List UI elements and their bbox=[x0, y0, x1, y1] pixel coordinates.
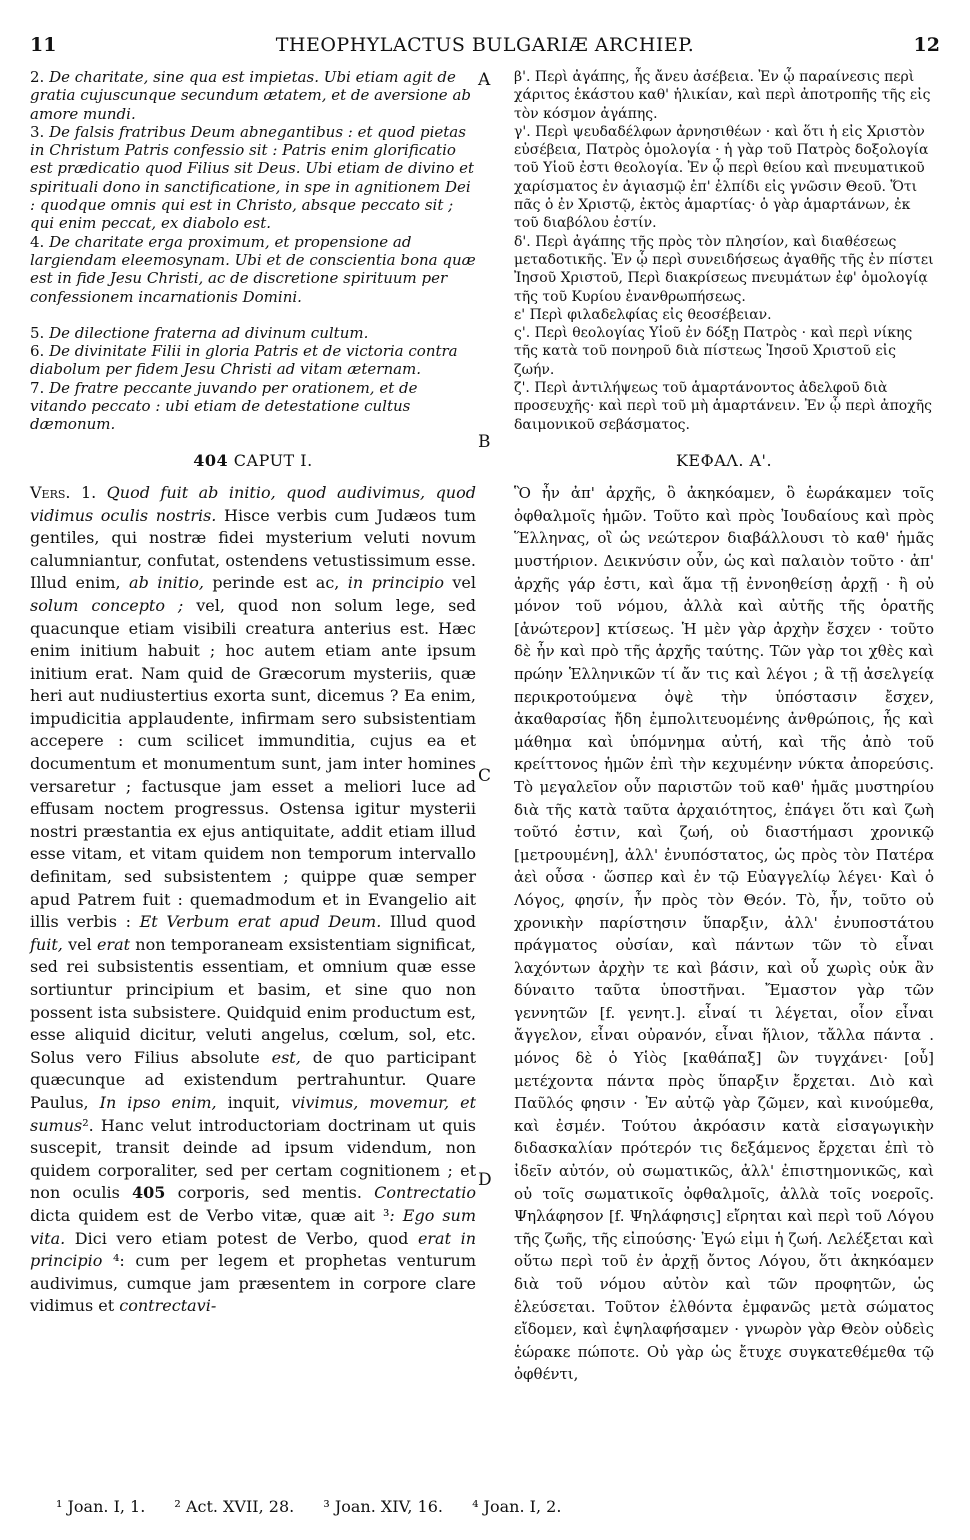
greek-column bbox=[514, 68, 934, 1386]
margin-letter-d: D bbox=[478, 1170, 492, 1190]
column-number: 404 bbox=[193, 450, 229, 470]
greek-toc-item: γ'. Περὶ ψευδαδέλφων ἀρνησιθέων · καὶ ὅτι ἡ εἰς Χριστὸν εὐσέβεια, Πατρὸς ὁμολογία · ἡ γὰρ τοῦ Πατρὸς δοξολογία τοῦ Υἱοῦ ἐστι θεολογία. Ἐν ᾧ περὶ θείου καὶ πνευματικοῦ χαρίσματος ἐν ἁγιασμῷ ἐπ' ἐλπίδι εἰς γνῶσιν Θεοῦ. Ὅτι πᾶς ὁ ἐν Χριστῷ, ἐκτὸς ἁμαρτίας· ὁ γὰρ ἁμαρτάνων, ἐκ τοῦ διαβόλου ἐστίν. bbox=[514, 123, 929, 232]
latin-toc bbox=[30, 68, 476, 434]
running-title: THEOPHYLACTUS BULGARIÆ ARCHIEP. bbox=[275, 34, 695, 56]
latin-toc-item: 7. De fratre peccante juvando per orationem, et de vitando peccato : ubi etiam de detestatione cultus dæmonum. bbox=[30, 378, 418, 434]
running-header bbox=[30, 34, 940, 58]
margin-letter-b: B bbox=[478, 432, 491, 452]
footnote: ¹ Joan. I, 1. bbox=[56, 1497, 146, 1516]
greek-chapter-heading: ΚΕΦΑΛ. Α'. bbox=[675, 450, 773, 470]
latin-toc-item: 6. De divinitate Filii in gloria Patris et de victoria contra diabolum per fidem Jesu Christi ad vitam æternam. bbox=[30, 342, 458, 379]
right-page-number: 12 bbox=[913, 34, 940, 56]
latin-toc-item: 5. De dilectione fraterna ad divinum cultum. bbox=[30, 323, 369, 342]
greek-body: Ὃ ἦν ἀπ' ἀρχῆς, ὃ ἀκηκόαμεν, ὃ ἑωράκαμεν τοῖς ὀφθαλμοῖς ἡμῶν. Τοῦτο καὶ πρὸς Ἰουδαίους καὶ πρὸς Ἕλληνας, οἳ ὡς νεώτερον διαβάλλουσι τὸ καθ' ἡμᾶς μυστήριον. Δεικνύσιν οὖν, ὡς καὶ παλαιὸν τοῦτο · ἀπ' ἀρχῆς γάρ ἐστι, καὶ ἅμα τῇ ἐννοηθείσῃ ἀρχῇ · ἢ οὐ μόνον τοῦ νόμου, ἀλλὰ καὶ αὐτῆς τῆς ὁρατῆς [ἀνώτερον] κτίσεως. Ἡ μὲν γὰρ ἀρχὴν ἔσχεν · τοῦτο δὲ ἦν καὶ πρὸ τῆς ἀρχῆς ταύτης. Τῶν γὰρ τοι χθὲς καὶ πρώην Ἑλληνικῶν τί ἄν τις καὶ λέγοι ; ἃ τῇ ἀσελγείᾳ περικροτούμενα ὀψὲ τὴν ὑπόστασιν ἔσχεν, ἀκαθαρσίας ἤδη ἐμπολιτευομένης ἀνθρώποις, ἧς καὶ μάθημα καὶ ὑπόμνημα αὐτή, καὶ τῆς ἀπὸ τοῦ κρείττονος ἡμῶν ἐπὶ τὴν κεχυμένην νύκτα ἀπορεύσις. Τὸ μεγαλεῖον οὖν παριστῶν τοῦ καθ' ἡμᾶς μυστηρίου διὰ τῆς κατὰ ταῦτα ἀρχαιότητος, ἐπάγει ὅτι καὶ ζωὴ τοῦτό ἐστιν, καὶ ζωή, οὐ διαστήμασι χρονικῷ [μετρουμένη], ἀλλ' ἐνυπόστατος, ὡς πρὸς τὸν Πατέρα ἀεὶ οὖσα · ὥσπερ καὶ ἐν τῷ Εὐαγγελίῳ λέγει· Καὶ ὁ Λόγος, φησίν, ἦν πρὸς τὸν Θεόν. Τὸ, ἦν, τοῦτο οὐ χρονικὴν παρίστησιν ὕπαρξιν, ἀλλ' ἐνυποστάτου πράγματος οὐσίαν, καὶ πάντων τῶν τὸ εἶναι λαχόντων ἀρχὴν τε καὶ βάσιν, καὶ οὗ χωρὶς οὐκ ἂν δύναιτο ταῦτα ὑποστῆναι. Ἔμαστον γὰρ τῶν γεννητῶν [f. γενητ.]. εἶναί τι λέγεται, οἷον εἶναι ἄγγελον, εἶναι οὐρανόν, εἶναι ἥλιον, τἄλλα πάντα . μόνος δὲ ὁ Υἱὸς [καθάπαξ] ὢν τυγχάνει· [οὗ] μετέχοντα πάντα πρὸς ὕπαρξιν ἔρχεται. Διὸ καὶ Παῦλός φησιν · Ἐν αὐτῷ γὰρ ζῶμεν, καὶ κινούμεθα, καὶ ἐσμέν. Τούτου ἀκρόασιν κατὰ εἰσαγωγικὴν διδασκαλίαν πρότερόν τις δεξάμενος ἔρχεται ἐπὶ τὸ ἰδεῖν αὐτόν, οὐ σωματικῶς, ἀλλ' ἐπιστημονικῶς, καὶ οὐ τοῖς σωματικοῖς ὀφθαλμοῖς, ἀλλὰ τοῖς νοεροῖς. Ψηλάφησον [f. Ψηλάφησις] εἴρηται καὶ περὶ τοῦ Λόγου τῆς ζωῆς, τῆς εἰπούσης· Ἐγώ εἰμι ἡ ζωή. Λελέξεται καὶ οὕτω περὶ τοῦ ἐν ἀρχῇ ὄντος Λόγου, ὅτι ἀκηκόαμεν διὰ τοῦ νόμου αὐτὸν καὶ τῶν προφητῶν, ὡς ἐλεύσεται. Τοῦτον ἐλθόντα ἐμφανῶς μετὰ σώματος εἴδομεν, καὶ ἐψηλαφήσαμεν · γνωρὸν γὰρ Θεὸν οὐδεὶς ἑώρακε πώποτε. Οὐ γὰρ ὡς ἔτυχε συγκατεθέμεθα τῷ ὀφθέντι, bbox=[514, 484, 934, 1384]
footnotes bbox=[56, 1497, 585, 1516]
greek-toc-item: ζ'. Περὶ ἀντιλήψεως τοῦ ἁμαρτάνοντος ἀδελφοῦ διὰ προσευχῆς· καὶ περὶ τοῦ μὴ ἁμαρτάνειν. Ἐν ᾧ περὶ ἀποχῆς δαιμονικοῦ σεβάσματος. bbox=[514, 380, 932, 433]
latin-body: Vers. 1. Quod fuit ab initio, quod audivimus, quod vidimus oculis nostris. Hisce verbis cum Judæos tum gentiles, qui nostræ fidei mysterium veluti novum calumniantur, confutat, ostendens vetustissimum esse. Illud enim, ab initio, perinde est ac, in principio vel solum concepto ; vel, quod non solum lege, sed quacunque etiam visibili creatura anterius est. Hæc enim initium habuit ; hoc autem etiam ante ipsum initium erat. Nam quid de Græcorum mysteriis, quæ heri aut nudiustertius exorta sunt, dicemus ? Ea enim, impudicitia applaudente, infirmam sero subsistentiam accepere : cum scilicet immunditia, cujus ea et documentum et monumentum sunt, jam inter homines versaretur ; factusque jam esset a meliori luce ad effusam noctem progressus. Ostensa igitur mysterii nostri præstantia ex ejus antiquitate, addit etiam illud esse vitam, et vitam quidem non temporum intervallo definitam, sed subsistentem ; quippe quæ semper apud Patrem fuit : quemadmodum et in Evangelio ait illis verbis : Et Verbum erat apud Deum. Illud quod fuit, vel erat non temporaneam exsistentiam significat, sed rei subsistentis essentiam, et omnium quæ esse sortiuntur principium et basim, et sine quo non possent ista subsistere. Quidquid enim productum est, esse aliquid dicitur, veluti angelus, cœlum, sol, etc. Solus vero Filius absolute est, de quo participant quæcunque ad existendum pertrahuntur. Quare Paulus, In ipso enim, inquit, vivimus, movemur, et sumus². Hanc velut introductoriam doctrinam ut quis suscepit, transit deinde ad ipsum videndum, non quidem corporaliter, sed per certam cognitionem ; et non oculis 405 corporis, sed mentis. Contrectatio dicta quidem est de Verbo vitæ, quæ ait ³: Ego sum vita. Dici vero etiam potest de Verbo, quod erat in principio ⁴: cum per legem et prophetas venturum audivimus, cumque jam præsentem in corpore clare vidimus et contrectavi- bbox=[30, 482, 477, 1316]
column-number: 405 bbox=[132, 1183, 166, 1203]
footnote: ³ Joan. XIV, 16. bbox=[323, 1497, 443, 1516]
chapter-label: CAPUT I. bbox=[233, 450, 313, 470]
latin-toc-item: 4. De charitate erga proximum, et propensione ad largiendam eleemosynam. Ubi et de conscientia bona quæ est in fide Jesu Christi, ac de discretione spirituum per confessionem incarnationis Domini. bbox=[30, 232, 476, 306]
greek-toc-item: δ'. Περὶ ἀγάπης τῆς πρὸς τὸν πλησίον, καὶ διαθέσεως μεταδοτικῆς. Ἐν ᾧ περὶ συνειδήσεως ἀγαθῆς τῆς ἐν πίστει Ἰησοῦ Χριστοῦ, Περὶ διακρίσεως πνευμάτων ἐφ' ὁμολογίᾳ τῆς τοῦ Κυρίου ἐνανθρωπήσεως. bbox=[514, 233, 934, 305]
greek-toc bbox=[514, 68, 934, 434]
footnote: ⁴ Joan. I, 2. bbox=[472, 1497, 562, 1516]
margin-letter-a: A bbox=[478, 70, 491, 90]
greek-toc-item: ς'. Περὶ θεολογίας Υἱοῦ ἐν δόξῃ Πατρὸς · καὶ περὶ νίκης τῆς κατὰ τοῦ πονηροῦ διὰ πίστεως Ἰησοῦ Χριστοῦ εἰς ζωήν. bbox=[514, 325, 913, 378]
greek-toc-item: β'. Περὶ ἀγάπης, ἧς ἄνευ ἀσέβεια. Ἐν ᾧ παραίνεσις περὶ χάριτος ἑκάστου καθ' ἡλικίαν, καὶ περὶ ἀποτροπῆς τῆς εἰς τὸν κόσμον ἀγάπης. bbox=[514, 69, 931, 122]
footnote: ² Act. XVII, 28. bbox=[174, 1497, 295, 1516]
latin-column bbox=[30, 68, 476, 1318]
latin-toc-item: 3. De falsis fratribus Deum abnegantibus : et quod pietas in Christum Patris confessio sit : Patris enim glorificatio est prædicatio quod Filius sit Deus. Ubi etiam de divino et spirituali dono in sanctificatione, in spe in agnitionem Dei : quodque omnis qui est in Christo, absque peccato sit ; qui enim peccat, ex diabolo est. bbox=[30, 122, 475, 233]
margin-letter-c: C bbox=[478, 766, 492, 786]
greek-toc-item: ε' Περὶ φιλαδελφίας εἰς θεοσέβειαν. bbox=[514, 306, 772, 323]
left-page-number: 11 bbox=[30, 34, 57, 56]
latin-toc-item: 2. De charitate, sine qua est impietas. Ubi etiam agit de gratia cujuscunque secundum ætatem, et de aversione ab amore mundi. bbox=[30, 68, 471, 123]
latin-chapter-heading bbox=[30, 452, 476, 470]
